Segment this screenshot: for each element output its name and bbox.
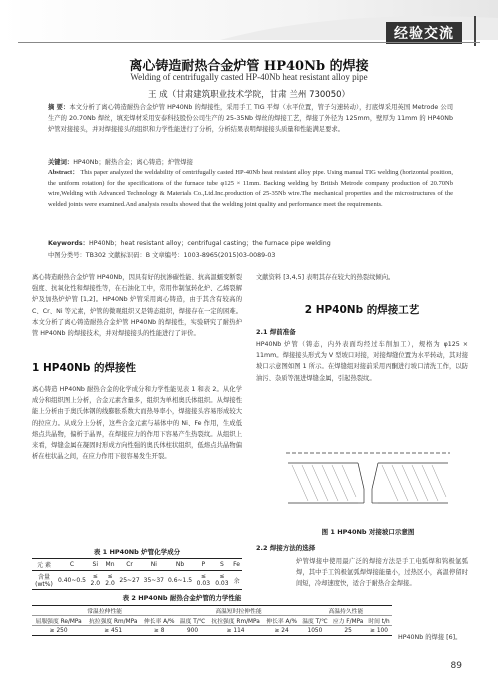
keywords-cn-label: 关键词： [48,159,74,166]
reference-line: 文献资料 [3,4,5] 表明其存在较大的热裂纹倾向。 [256,274,395,281]
section-2-1-heading: 2.1 焊前准备 [256,328,296,336]
table-2-cell: ≥ 451 [85,626,141,636]
table-2-header-row [32,616,392,626]
table-1-header: 元 素 [32,559,56,571]
table-1-header: Fe [231,559,242,571]
table-2-group: 高温短时拉伸性能 [177,606,299,616]
article-authors: 王 成（甘肃建筑职业技术学院，甘肃 兰州 730050） [147,90,351,100]
section-2-heading: 2 HP40Nb 的焊接工艺 [304,304,420,316]
section-2-2-paragraph: 炉管焊接中使用最广泛的焊接方法是手工电弧焊和钨极氩弧焊，其中手工钨极氩弧焊焊接能量小，过热区小，高温停留时间短，冷却速度快，适合于耐热合金焊接。 [296,558,468,588]
table-1-header: Cr [117,559,141,571]
table-2-cell: ≥ 8 [141,626,177,636]
table-1-cell: 0.6~1.5 [166,571,194,590]
table-1-header: Mn [103,559,118,571]
section-title: 经验交流 [386,22,462,44]
keywords-cn-text: HP40Nb；耐热合金；离心铸造；炉管焊接 [73,159,193,166]
abstract-cn-text: 本文分析了离心铸造耐热合金炉管 HP40Nb 的焊接性，采用手工 TIG 平焊（水平位置，管子匀速转动），打底焊采用英国 Metrode 公司生产的 20.70Nb 焊丝，填充焊材采用安泰科技股份公司生产的 25-35Nb 焊丝的焊接工艺，焊接了外径为 125mm，壁厚为 11mm 的 HP40Nb 炉管对接接头，并对焊接接头的组织和力学性能进行了分析，分析结果表明焊接接头质量和性能满足要求。 [48,104,453,134]
table-2-header: 伸长率 A/% [264,616,300,626]
table-2-header: 抗拉强度 Rm/MPa [208,616,264,626]
section-1-heading: 1 HP40Nb 的焊接性 [32,362,137,374]
keywords-en [48,238,453,247]
keywords-en-label: Keywords： [48,240,89,247]
table-2-header: 温度 T/℃ [177,616,207,626]
abstract-en-text: This paper analyzed the weldability of centrifugally casted HP-40Nb heat resistant alloy pipe. Using manual TIG welding (horizontal position, the uniform rotation) for the specifications of the furnace tube φ125 × 11mm. Backing welding by British Metrode company production of 20.70Nb wire,Welding with Advanced Technology & Materials Co.,Ltd.Inc.production of 25-35Nb wire.The mechanical properties and the microstructures of the welded joints were examined.And analysis results showed that the welding joint quality and performance meet the requirements. [48,169,453,208]
section-2-2-tail: HP40Nb 的焊接 [6]。 [398,634,462,641]
groove-diagram [278,443,458,523]
table-1-cell: ≤ 0.03 [213,571,232,590]
table-2-header: 屈服强度 Re/MPa [32,616,85,626]
article-title: 离心铸造耐热合金炉管 HP40Nb 的焊接 [129,59,369,74]
table-2-cell: 1050 [300,626,330,636]
figure-1 [278,443,458,523]
classification-line: 中图分类号：TB302 文献标识码：B 文章编号：1003-8965(2015)03-0089-03 [48,252,276,259]
table-1-row [32,571,242,590]
table-1-cell: ≤ 2.0 [88,571,103,590]
section-1-paragraph: 离心铸造 HP40Nb 耐热合金的化学成分和力学性能见表 1 和表 2。从化学成分和组织图上分析，合金元素含量多，组织为单相奥氏体组织。从焊接性能上分析由于奥氏体钢的线膨胀系数大而热导率小，焊接接头容易形成较大的拉应力。从成分上分析，这些合金元素与基体中的 Ni、Fe 作用，生成低熔点共晶物，偏析于晶界，在焊接应力的作用下容易产生热裂纹。从组织上来看，焊缝金属在凝固时形成方向性强的奥氏体柱状组织，低熔点共晶物偏析在柱状晶之间，在应力作用下很容易发生开裂。 [32,386,242,461]
table-2-caption: 表 2 HP40Nb 耐热合金炉管的力学性能 [122,594,242,602]
article-title-en: Welding of centrifugally casted HP-40Nb heat resistant alloy pipe [130,72,368,82]
intro-paragraph: 离心铸造耐热合金炉管 HP40Nb，因具有好的抗渗碳性能、抗高温蠕变断裂强度、抗氧化性和焊接性等，在石油化工中，常用作制氢转化炉、乙烯裂解炉及加热炉炉管 [1,2]。HP40Nb 炉管采用离心铸造，由于其含有较高的 C、Cr、Ni 等元素，炉管的微观组织又是铸态组织，焊接存在一定的困难。本文分析了离心铸造耐热合金炉管 HP40Nb 的焊接性，实验研究了耐热炉管 HP40Nb 的焊接技术，并对焊接接头的性能进行了评价。 [32,274,242,338]
page-number: 89 [450,661,462,671]
keywords-cn [48,157,453,166]
table-1-cell: 25~27 [117,571,141,590]
table-1-cell: 0.40~0.5 [56,571,88,590]
table-1-header: P [194,559,213,571]
table-2 [32,605,392,636]
table-2-cell: ≥ 24 [264,626,300,636]
table-1-cell: 余 [231,571,242,590]
table-2-header: 抗拉强度 Rm/MPa [85,616,141,626]
table-1-cell: 含量 (wt%) [32,571,56,590]
table-2-row [32,626,392,636]
abstract-cn-label: 摘 要： [48,104,70,111]
keywords-en-text: HP40Nb；heat resistant alloy；centrifugal casting；the furnace pipe welding [88,240,331,247]
header-divider [18,42,480,43]
table-2-cell: 900 [177,626,207,636]
table-2-cell: ≥ 250 [32,626,85,636]
table-2-group: 高温持久性能 [300,606,392,616]
table-2-header: 应力 F/MPa [330,616,366,626]
table-1-cell: 35~37 [142,571,166,590]
table-1-cell: ≤ 0.03 [194,571,213,590]
abstract-en-label: Abstract： [48,169,79,176]
table-1-header: C [56,559,88,571]
table-2-group: 常温拉伸性能 [32,606,177,616]
table-1-caption: 表 1 HP40Nb 炉管化学成分 [93,548,181,556]
figure-1-caption: 图 1 HP40Nb 对接坡口示意图 [321,528,415,536]
table-2-cell: ≥ 114 [208,626,264,636]
table-2-cell: ≥ 100 [366,626,392,636]
table-2-group-row [32,606,392,616]
table-1 [32,558,242,590]
section-2-1-paragraph: HP40Nb 炉管（铸态，内外表面均经过车削加工），规格为 φ125 × 11mm。焊接接头形式为 V 型坡口对接，对接焊缝位置为水平转动，其对接坡口示意图如图 1 所示。在焊缝组对接前采用丙酮进行坡口清洗工作，以防油污、杂质等混进焊缝金属，引起热裂纹。 [256,341,468,382]
table-2-cell: 25 [330,626,366,636]
table-2-header: 时间 t/h [366,616,392,626]
abstract-cn [48,102,453,136]
table-1-header: S [213,559,232,571]
table-2-header: 温度 T/℃ [300,616,330,626]
table-2-header: 伸长率 A/% [141,616,177,626]
table-1-cell: ≤ 2.0 [103,571,118,590]
abstract-en [48,168,453,210]
table-1-header: Ni [142,559,166,571]
table-1-header-row [32,559,242,571]
table-1-header: Nb [166,559,194,571]
table-1-header: Si [88,559,103,571]
section-2-2-heading: 2.2 焊接方法的选择 [256,544,316,552]
